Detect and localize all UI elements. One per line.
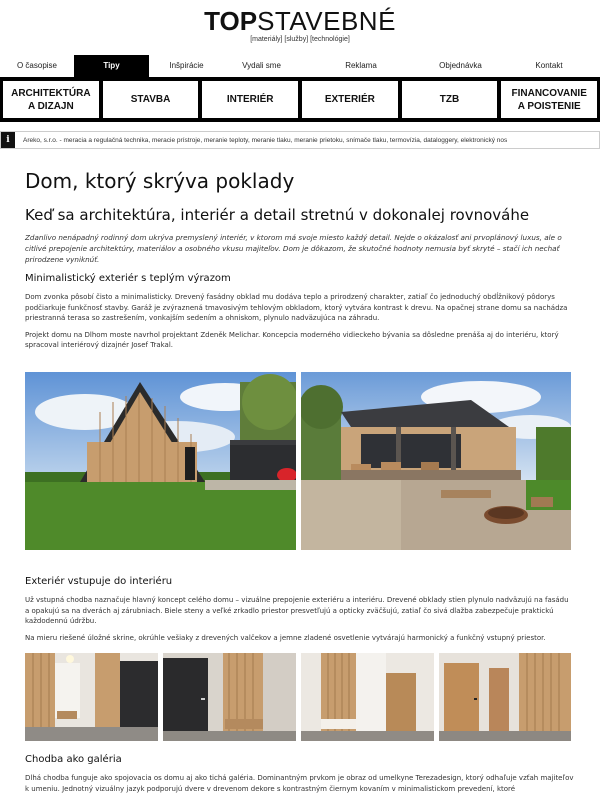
entrance-hall-image xyxy=(25,653,158,741)
terrace-image xyxy=(301,372,571,550)
house-exterior-image xyxy=(25,372,296,550)
photo-house-exterior[interactable] xyxy=(25,372,296,550)
dark-door-image xyxy=(163,653,296,741)
paragraph: Na mieru riešené úložné skrine, okrúhle vešiaky z drevených valčekov a jemne zladené osvetlenie vytvárajú harmonický a funkčný vstupný priestor. xyxy=(25,633,546,642)
wooden-doors-image xyxy=(439,653,571,741)
category-bar xyxy=(0,77,600,122)
article-lead: Zdanlivo nenápadný rodinný dom ukrýva premyslený interiér, v ktorom má svoje miesto každý detail. Nejde o okázalosť ani prvoplánový luxus, ale o citlivé prepojenie architektúry, materiálov a osobného vkusu majiteľov. Dom je dôkazom, že skutočné hodnoty nemusia byť skryté – stačí ich nechať prirodzene vyniknúť. xyxy=(25,233,562,264)
article-section-2 xyxy=(25,568,575,643)
info-icon: i xyxy=(1,132,15,148)
photo-terrace[interactable] xyxy=(301,372,571,550)
nav-item-vydali-sme[interactable]: Vydali sme xyxy=(242,61,281,70)
nav-item-inspiracie[interactable]: Inšpirácie xyxy=(169,61,204,70)
category-label: STAVBA xyxy=(130,94,171,105)
nav-item-objednavka[interactable]: Objednávka xyxy=(439,61,482,70)
category-exterier[interactable] xyxy=(302,81,398,118)
photo-wooden-doors[interactable] xyxy=(439,653,571,741)
news-ticker xyxy=(0,131,600,149)
nav-item-o-casopise[interactable]: O časopise xyxy=(16,61,58,70)
category-label: INTERIÉR xyxy=(226,94,274,105)
article xyxy=(25,168,575,351)
section-title: Chodba ako galéria xyxy=(25,754,122,765)
category-label: FINANCOVANIE xyxy=(511,87,587,99)
category-stavba[interactable] xyxy=(103,81,199,118)
category-financovanie[interactable] xyxy=(501,81,597,118)
article-section-3 xyxy=(25,752,575,794)
paragraph: Dlhá chodba funguje ako spojovacia os domu aj ako tichá galéria. Dominantným prvkom je obraz od umelkyne Terezadesign, ktorý odhaľuje vzťah majiteľov k umeniu. Jednotný vizuálny jazyk podporujú dvere v drevenom dekore s kontrastným čiernym kovaním v minimalistickom prevedení, ktoré xyxy=(25,774,574,793)
photo-entrance-hall[interactable] xyxy=(25,653,158,741)
nav-item-reklama[interactable]: Reklama xyxy=(345,61,377,70)
nav-item-tipy[interactable]: Tipy xyxy=(74,55,149,77)
category-label: EXTERIÉR xyxy=(324,94,375,105)
nav-item-kontakt[interactable]: Kontakt xyxy=(535,61,563,70)
site-header xyxy=(0,0,600,54)
category-architektura[interactable] xyxy=(3,81,99,118)
photo-mirror-bench[interactable] xyxy=(301,653,434,741)
category-label: A DIZAJN xyxy=(27,100,74,112)
article-title: Dom, ktorý skrýva poklady xyxy=(25,169,295,193)
category-label: ARCHITEKTÚRA xyxy=(11,87,91,99)
mirror-bench-image xyxy=(301,653,434,741)
paragraph: Projekt domu na Dlhom moste navrhol projektant Zdeněk Melichar. Koncepcia moderného vidieckeho bývania sa dôsledne prenáša aj do interiéru, ktorý spracoval interiérový dizajnér Josef Trakal. xyxy=(25,330,559,349)
top-navigation xyxy=(0,55,600,77)
logo-top: TOP xyxy=(204,6,258,36)
paragraph: Už vstupná chodba naznačuje hlavný koncept celého domu – vizuálne prepojenie exteriéru a interiéru. Drevené obklady stien plynulo nadväzujú na fasádu a opakujú sa na dverách aj zárubniach. Biele steny a veľké zrkadlo priestor presvetľujú a opticky zväčšujú, zatiaľ čo sivá dlažba zabezpečuje praktickú každodennú údržbu. xyxy=(25,596,569,625)
category-label: TZB xyxy=(439,94,460,105)
logo-rest: STAVEBNÉ xyxy=(257,6,396,36)
ticker-text[interactable]: Areko, s.r.o. - meracia a regulačná technika, meracie prístroje, meranie teploty, meranie tlaku, meranie prietoku, snímače tlaku, termovízia, dataloggery, elektronický nos xyxy=(23,136,508,144)
category-interier[interactable] xyxy=(202,81,298,118)
paragraph: Dom zvonka pôsobí čisto a minimalisticky. Drevený fasádny obklad mu dodáva teplo a prirodzený charakter, zatiaľ čo jednoduchý obdĺžnikový pôdorys podčiarkuje funkčnosť stavby. Garáž je zvýraznená tmavosivým tehlovým obkladom, ktorý vytvára kontrast k drevu. Na opačnej strane domu sa nachádza priestranná terasa so zastrešením, vonkajším sedením a ohniskom, plynulo nadväzujúca na záhradu. xyxy=(25,293,568,322)
photo-dark-door[interactable] xyxy=(163,653,296,741)
category-label: A POISTENIE xyxy=(517,100,581,112)
section-title: Exteriér vstupuje do interiéru xyxy=(25,576,173,587)
article-subtitle: Keď sa architektúra, interiér a detail stretnú v dokonalej rovnováhe xyxy=(25,206,530,224)
tagline: [materiály] [služby] [technológie] xyxy=(250,36,350,43)
category-tzb[interactable] xyxy=(402,81,498,118)
site-logo[interactable] xyxy=(204,8,396,34)
section-title: Minimalistický exteriér s teplým výrazom xyxy=(25,273,231,284)
